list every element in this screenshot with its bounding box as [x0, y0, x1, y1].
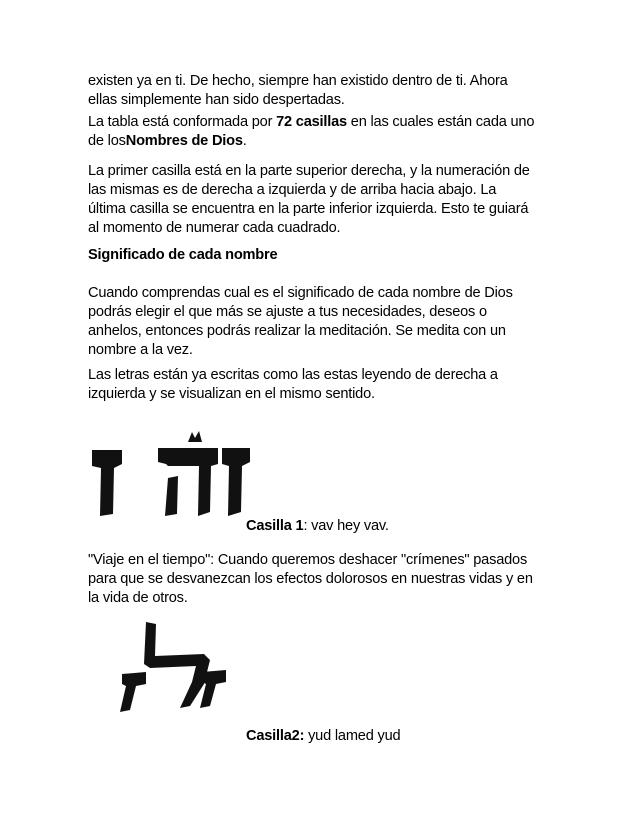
significado-paragraph [88, 284, 558, 360]
casilla-1-description [88, 551, 558, 608]
tabla-line-2: de losNombres de Dios. [88, 133, 247, 149]
casilla-2-caption [246, 727, 400, 746]
orden-paragraph [88, 162, 558, 238]
orden-line-4: al momento de numerar cada cuadrado. [88, 220, 341, 236]
significado-line-2: podrás elegir el que más se ajuste a tus necesidades, deseos o [88, 304, 487, 320]
casilla-1-caption [246, 517, 389, 536]
letras-line-1: Las letras están ya escritas como las estas leyendo de derecha a [88, 367, 498, 383]
casilla-1-text: : vav hey vav. [303, 518, 389, 534]
hebrew-yud-lamed-yud-image [118, 622, 228, 714]
section-heading: Significado de cada nombre [88, 247, 278, 263]
casilla-1-desc-line-1: "Viaje en el tiempo": Cuando queremos deshacer "crímenes" pasados [88, 552, 528, 568]
significado-line-3: anhelos, entonces podrás realizar la meditación. Se medita con un [88, 323, 506, 339]
casilla-1-label: Casilla 1 [246, 518, 304, 534]
casilla-1-desc-line-2: para que se desvanezcan los efectos dolorosos en nuestras vidas y en [88, 571, 533, 587]
casilla-2-label: Casilla2: [246, 728, 305, 744]
bold-72-casillas: 72 casillas [276, 114, 347, 130]
casilla-2-text: yud lamed yud [304, 728, 401, 744]
orden-line-2: las mismas es de derecha a izquierda y de arriba hacia abajo. La [88, 182, 497, 198]
intro-line-1: existen ya en ti. De hecho, siempre han existido dentro de ti. Ahora [88, 73, 508, 89]
letras-paragraph [88, 366, 558, 404]
intro-paragraph [88, 72, 558, 110]
intro-line-2: ellas simplemente han sido despertadas. [88, 92, 345, 108]
orden-line-1: La primer casilla está en la parte superior derecha, y la numeración de [88, 163, 530, 179]
significado-line-1: Cuando comprendas cual es el significado de cada nombre de Dios [88, 285, 513, 301]
orden-line-3: última casilla se encuentra en la parte inferior izquierda. Esto te guiará [88, 201, 529, 217]
tabla-paragraph [88, 113, 558, 151]
tabla-line-1: La tabla está conformada por 72 casillas en las cuales están cada uno [88, 114, 535, 130]
casilla-1-desc-line-3: la vida de otros. [88, 590, 188, 606]
hebrew-vav-hey-vav-image [92, 428, 252, 520]
significado-line-4: nombre a la vez. [88, 342, 193, 358]
letras-line-2: izquierda y se visualizan en el mismo sentido. [88, 386, 375, 402]
bold-nombres-de-dios: Nombres de Dios [125, 133, 243, 149]
